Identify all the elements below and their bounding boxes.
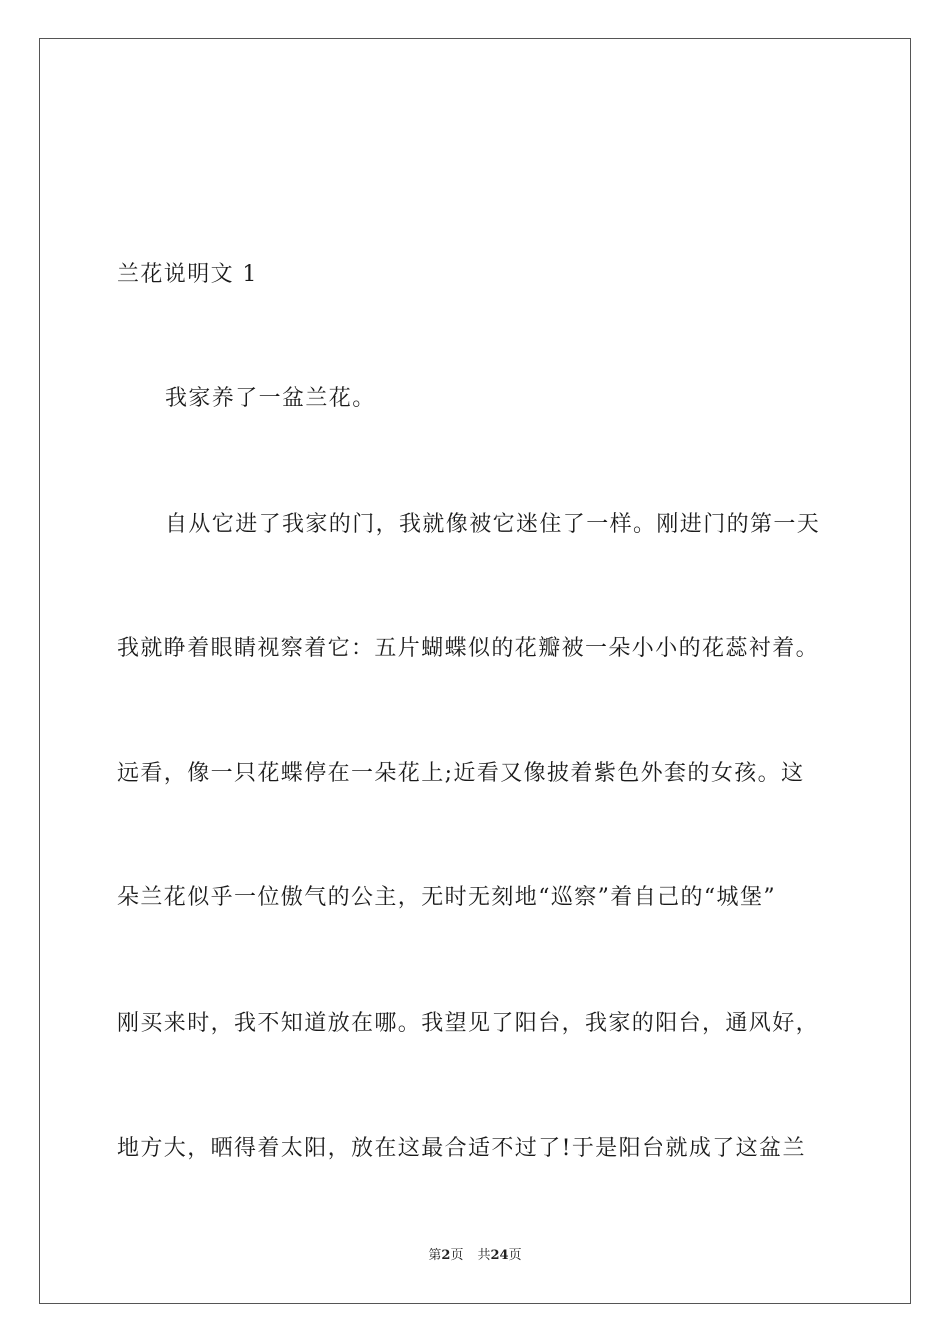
paragraph-line-5: 朵兰花似乎一位傲气的公主，无时无刻地“巡察”着自己的“城堡” xyxy=(117,885,776,910)
page-footer xyxy=(0,1248,950,1264)
paragraph-line-6: 刚买来时，我不知道放在哪。我望见了阳台，我家的阳台，通风好， xyxy=(117,1011,820,1036)
document-heading: 兰花说明文 1 xyxy=(117,262,258,287)
paragraph-line-1: 我家养了一盆兰花。 xyxy=(165,386,376,411)
footer-total-pages: 24 xyxy=(490,1248,509,1263)
footer-page-number: 2 xyxy=(441,1248,451,1263)
footer-page-prefix: 第 xyxy=(428,1248,442,1263)
paragraph-line-4: 远看，像一只花蝶停在一朵花上;近看又像披着紫色外套的女孩。这 xyxy=(117,761,805,786)
page-border xyxy=(39,38,911,1304)
paragraph-line-7: 地方大，晒得着太阳，放在这最合适不过了!于是阳台就成了这盆兰 xyxy=(117,1136,806,1161)
paragraph-line-3: 我就睁着眼睛视察着它：五片蝴蝶似的花瓣被一朵小小的花蕊衬着。 xyxy=(117,636,820,661)
footer-total-suffix: 页 xyxy=(508,1248,522,1263)
footer-page-suffix: 页 xyxy=(450,1248,464,1263)
paragraph-line-2: 自从它进了我家的门，我就像被它迷住了一样。刚进门的第一天 xyxy=(165,512,821,537)
footer-total-prefix: 共 xyxy=(477,1248,491,1263)
